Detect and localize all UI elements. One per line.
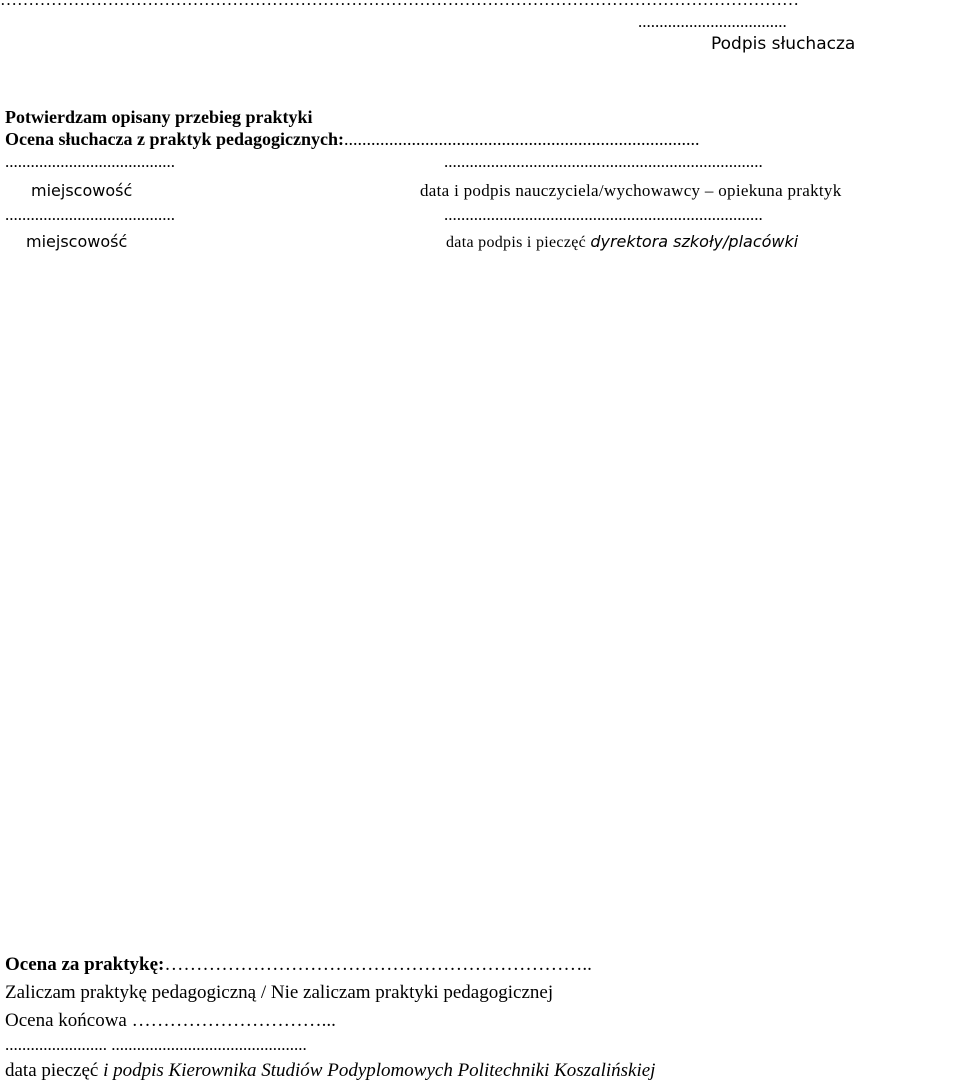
confirmation-grade-label: Ocena słuchacza z praktyk pedagogicznych: — [5, 129, 344, 149]
confirmation-heading: Potwierdzam opisany przebieg praktyki — [5, 107, 313, 127]
director-signature-label — [446, 232, 798, 252]
confirmation-grade-dots: ............................................................................... — [344, 129, 700, 149]
grade-dots: ………………………………………………………….. — [164, 954, 592, 975]
director-studies-signature-dots: ........................ .............................................. — [5, 1035, 307, 1054]
pass-fail-line: Zaliczam praktykę pedagogiczną / Nie zaliczam praktyki pedagogicznej — [5, 982, 554, 1003]
teacher-place-label: miejscowość — [31, 181, 133, 200]
director-signature-dots: ........................................................................... — [444, 205, 763, 224]
student-signature-label: Podpis słuchacza — [711, 34, 856, 54]
director-studies-signature-label — [5, 1060, 655, 1082]
director-signature-label-plain: data podpis i pieczęć — [446, 234, 591, 251]
final-grade-dots: …………………………... — [131, 1010, 336, 1031]
final-grade-label: Ocena końcowa — [5, 1010, 127, 1031]
director-place-label: miejscowość — [26, 232, 128, 251]
confirmation-grade-line — [5, 129, 700, 150]
teacher-place-dots: ........................................ — [5, 152, 175, 171]
teacher-signature-dots: ........................................................................... — [444, 152, 763, 171]
director-studies-signature-plain: data pieczęć — [5, 1060, 104, 1081]
top-dotted-line — [0, 0, 799, 10]
student-signature-dots: ................................... — [638, 12, 787, 31]
director-place-dots: ........................................ — [5, 205, 175, 224]
director-studies-signature-italic: i podpis Kierownika Studiów Podyplomowych Politechniki Koszalińskiej — [103, 1060, 656, 1081]
grade-label: Ocena za praktykę: — [5, 954, 165, 975]
director-signature-label-italic: dyrektora szkoły/placówki — [590, 232, 799, 251]
teacher-signature-label: data i podpis nauczyciela/wychowawcy – opiekuna praktyk — [420, 181, 842, 200]
final-grade-line — [5, 1010, 336, 1032]
grade-line — [5, 954, 592, 976]
